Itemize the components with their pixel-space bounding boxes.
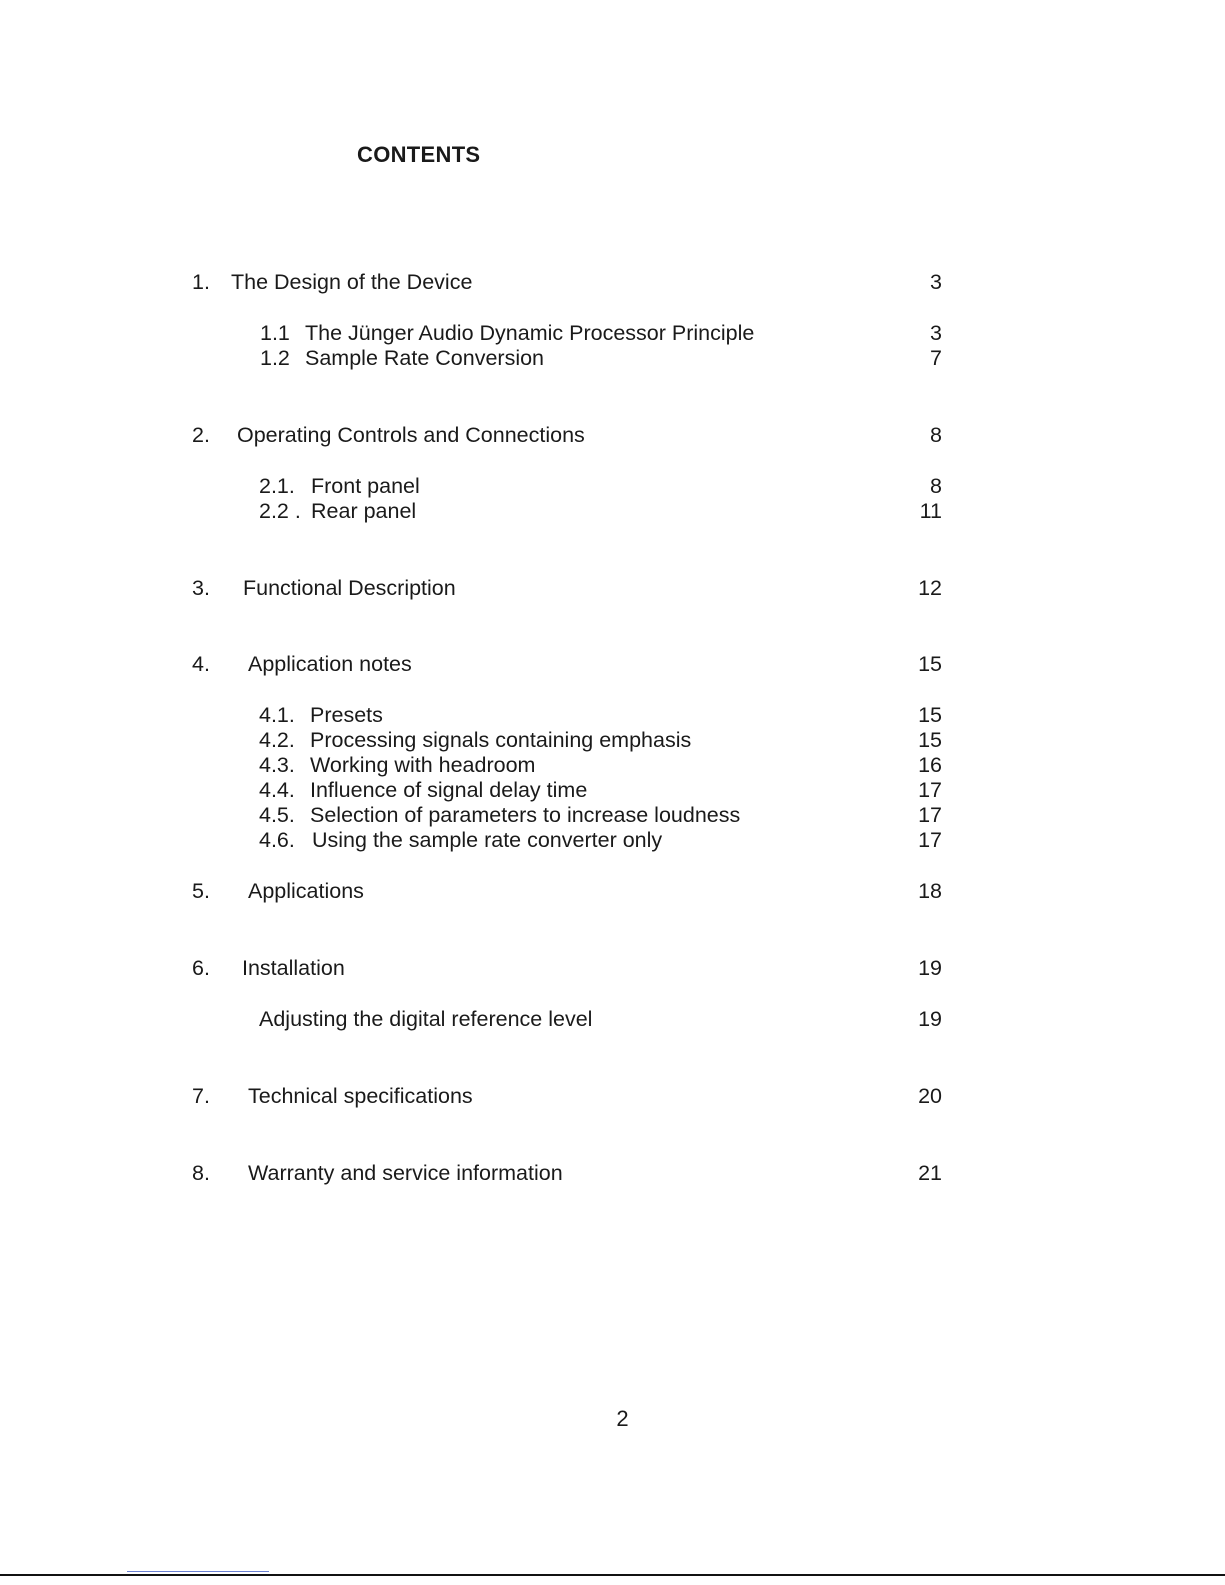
toc-number: 7.	[192, 1084, 210, 1108]
toc-label: Processing signals containing emphasis	[310, 728, 692, 752]
toc-number: 4.	[192, 652, 210, 676]
toc-number: 4.1.	[259, 703, 295, 727]
toc-entry-8[interactable]	[0, 1159, 1225, 1187]
toc-page: 20	[918, 1084, 942, 1108]
toc-entry-4-3[interactable]	[0, 751, 1225, 779]
toc-number: 1.1	[260, 321, 290, 345]
toc-number: 4.4.	[259, 778, 295, 802]
toc-page: 18	[918, 879, 942, 903]
toc-entry-5[interactable]	[0, 877, 1225, 905]
toc-number: 8.	[192, 1161, 210, 1185]
toc-page: 19	[918, 956, 942, 980]
toc-entry-4[interactable]	[0, 650, 1225, 678]
toc-label: Functional Description	[243, 576, 456, 600]
toc-label: Application notes	[248, 652, 412, 676]
page-bottom-divider	[0, 1574, 1225, 1576]
toc-entry-3[interactable]	[0, 574, 1225, 602]
toc-page: 19	[918, 1007, 942, 1031]
toc-label: Installation	[242, 956, 345, 980]
toc-page: 12	[918, 576, 942, 600]
toc-page: 7	[930, 346, 942, 370]
toc-page: 8	[930, 474, 942, 498]
toc-page: 8	[930, 423, 942, 447]
toc-entry-2-1[interactable]	[0, 472, 1225, 500]
toc-label: Using the sample rate converter only	[312, 828, 663, 852]
toc-number: 3.	[192, 576, 210, 600]
toc-number: 1.2	[260, 346, 290, 370]
toc-label: Working with headroom	[310, 753, 536, 777]
toc-entry-7[interactable]	[0, 1082, 1225, 1110]
toc-page: 15	[918, 703, 942, 727]
toc-entry-1-2[interactable]	[0, 344, 1225, 372]
toc-number: 4.2.	[259, 728, 295, 752]
toc-entry-6[interactable]	[0, 954, 1225, 982]
toc-label: Presets	[310, 703, 383, 727]
toc-entry-1-1[interactable]	[0, 319, 1225, 347]
toc-number: 2.	[192, 423, 210, 447]
toc-label: Selection of parameters to increase loudness	[310, 803, 741, 827]
page-number: 2	[616, 1406, 629, 1431]
toc-entry-6-sub[interactable]	[0, 1005, 1225, 1033]
toc-page: 16	[918, 753, 942, 777]
toc-number: 2.1.	[259, 474, 295, 498]
toc-number: 1.	[192, 270, 210, 294]
toc-number: 2.2 .	[259, 499, 301, 523]
toc-page: 17	[918, 828, 942, 852]
toc-page: 21	[918, 1161, 942, 1185]
scan-link-mark	[127, 1571, 269, 1572]
toc-page: 15	[918, 652, 942, 676]
toc-label: Operating Controls and Connections	[237, 423, 585, 447]
toc-label: Adjusting the digital reference level	[259, 1007, 593, 1031]
toc-number: 4.3.	[259, 753, 295, 777]
toc-entry-4-2[interactable]	[0, 726, 1225, 754]
toc-label: Technical specifications	[248, 1084, 473, 1108]
toc-entry-2-2[interactable]	[0, 497, 1225, 525]
toc-label: Front panel	[311, 474, 420, 498]
toc-number: 4.5.	[259, 803, 295, 827]
toc-label: Sample Rate Conversion	[305, 346, 545, 370]
toc-label: Influence of signal delay time	[310, 778, 588, 802]
page-title: CONTENTS	[357, 142, 481, 167]
toc-page: 3	[930, 321, 942, 345]
toc-number: 5.	[192, 879, 210, 903]
toc-entry-1[interactable]	[0, 268, 1225, 296]
toc-entry-4-4[interactable]	[0, 776, 1225, 804]
toc-entry-4-1[interactable]	[0, 701, 1225, 729]
toc-entry-2[interactable]	[0, 421, 1225, 449]
toc-page: 17	[918, 803, 942, 827]
toc-label: The Design of the Device	[231, 270, 473, 294]
toc-entry-4-6[interactable]	[0, 826, 1225, 854]
toc-number: 4.6.	[259, 828, 295, 852]
toc-number: 6.	[192, 956, 210, 980]
toc-page: 17	[918, 778, 942, 802]
toc-label: Rear panel	[311, 499, 417, 523]
toc-page: 3	[930, 270, 942, 294]
toc-label: Applications	[248, 879, 364, 903]
toc-label: Warranty and service information	[248, 1161, 563, 1185]
toc-page: 15	[918, 728, 942, 752]
toc-label: The Jünger Audio Dynamic Processor Principle	[305, 321, 755, 345]
toc-page: 11	[919, 499, 942, 523]
toc-entry-4-5[interactable]	[0, 801, 1225, 829]
